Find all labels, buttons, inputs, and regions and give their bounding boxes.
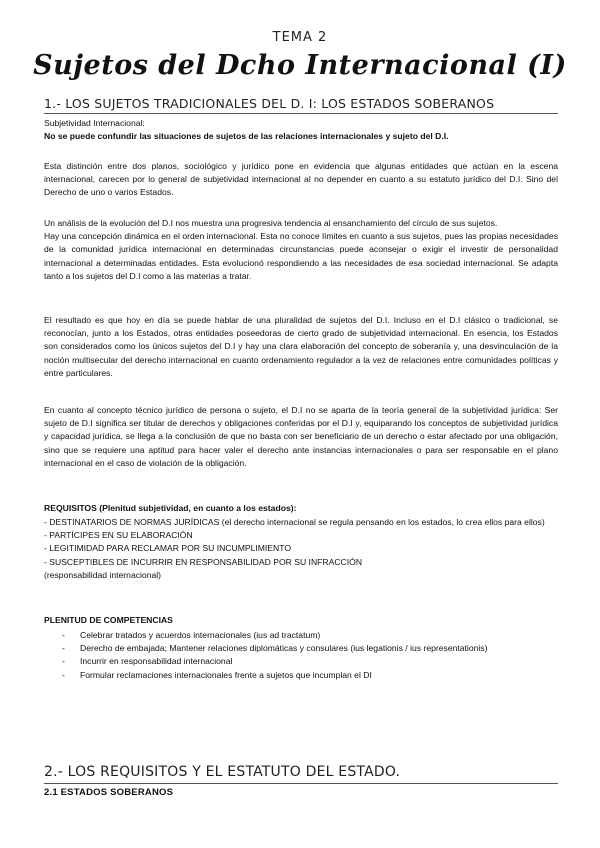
bullet-dash: -: [62, 643, 65, 654]
subjetividad-statement: No se puede confundir las situaciones de sujetos de las relaciones internacionales y sujeto del D.I.: [44, 131, 449, 142]
requisitos-list: [44, 516, 558, 582]
topic-label: TEMA 2: [272, 30, 328, 45]
list-item: - DESTINATARIOS DE NORMAS JURÍDICAS (el derecho internacional se regula pensando en los estados, lo crea ellos para ellos): [44, 517, 545, 527]
subjetividad-block: [44, 117, 558, 143]
requisitos-title: REQUISITOS (Plenitud subjetividad, en cuanto a los estados):: [44, 503, 297, 513]
subjetividad-label: Subjetividad Internacional:: [44, 118, 145, 128]
paragraph-2b-text: Hay una concepción dinámica en el orden internacional. Esta no conoce límites en cuanto a sus sujetos, pues las propias necesidades de la comunidad jurídica internacional en determinadas circunstancias puede aconsejar o exigir el investir de personalidad internacional a determinadas entidades. Esta evolucionó respondiendo a las necesidades de esa sociedad internacional. Se adapta tanto a los sujetos del D.I como a las materias a tratar.: [44, 231, 558, 281]
paragraph-4: [44, 404, 558, 470]
section-1-rule: [44, 113, 558, 114]
section-2-1-heading: 2.1 ESTADOS SOBERANOS: [44, 787, 174, 798]
paragraph-2: [44, 217, 558, 283]
section-2-rule: [44, 783, 558, 784]
bullet-dash: -: [62, 630, 65, 640]
list-item: - PARTÍCIPES EN SU ELABORACIÓN: [44, 530, 193, 541]
section-1-heading: 1.- LOS SUJETOS TRADICIONALES DEL D. I: LOS ESTADOS SOBERANOS: [44, 96, 495, 111]
list-item-text: Derecho de embajada; Mantener relaciones diplomáticas y consulares (ius legationis / ius representationis): [80, 643, 488, 654]
paragraph-1-text: Esta distinción entre dos planos, sociológico y jurídico pone en evidencia que algunas entidades que actúan en la escena internacional, carecen por lo general de subjetividad internacional al no depender en cuanto a su estatuto jurídico del D.I. Sino del Derecho de uno o varios Estados.: [44, 161, 558, 198]
paragraph-3-text: El resultado es que hoy en día se puede hablar de una pluralidad de sujetos del D.I. Incluso en el D.I clásico o tradicional, se reconocían, junto a los Estados, otras entidades poseedoras de cierto grado de subjetividad internacional. En esencia, los Estados son considerados como los únicos sujetos del D.I y hay una clara elaboración del concepto de soberanía y, una desvinculación de la noción multisecular del derecho internacional en cuanto ordenamiento regulador a la vez de relaciones entre comunidades políticas y entre particulares.: [44, 315, 558, 378]
list-item-text: Incurrir en responsabilidad internacional: [80, 656, 233, 667]
list-item: (responsabilidad internacional): [44, 569, 162, 580]
bullet-dash: -: [62, 656, 65, 667]
list-item: - SUSCEPTIBLES DE INCURRIR EN RESPONSABILIDAD POR SU INFRACCIÓN: [44, 556, 363, 567]
page-title: Sujetos del Dcho Internacional (I): [33, 50, 567, 81]
list-item-text: Celebrar tratados y acuerdos internacionales (ius ad tractatum): [80, 630, 321, 640]
competencias-list: [44, 629, 558, 682]
section-2-heading: 2.- LOS REQUISITOS Y EL ESTATUTO DEL ESTADO.: [44, 764, 401, 780]
paragraph-1: [44, 160, 558, 200]
list-item: [44, 629, 558, 642]
list-item-text: Formular reclamaciones internacionales frente a sujetos que incumplan el DI: [80, 669, 372, 680]
list-item: [44, 642, 558, 655]
paragraph-3: [44, 314, 558, 380]
paragraph-2a-text: Un análisis de la evolución del D.I nos muestra una progresiva tendencia al ensanchamiento del círculo de sus sujetos.: [44, 218, 498, 228]
plenitud-title: PLENITUD DE COMPETENCIAS: [44, 615, 173, 625]
list-item: [44, 655, 558, 668]
list-item: - LEGITIMIDAD PARA RECLAMAR POR SU INCUMPLIMIENTO: [44, 543, 292, 554]
list-item: [44, 669, 558, 682]
paragraph-4-text: En cuanto al concepto técnico jurídico de persona o sujeto, el D.I no se aparta de la teoría general de la subjetividad jurídica: Ser sujeto de D.I significa ser titular de derechos y obligaciones conferidas por el D.I y, equiparando los conceptos de subjetividad jurídica y capacidad jurídica, se llega a la conclusión de que no basta con ser beneficiario de un derecho o estar afectado por una obligación, sino que se requiere una aptitud para hacer valer el derecho ante instancias internacionales o para ser responsable en el plano internacional en el caso de violación de la obligación.: [44, 405, 558, 468]
bullet-dash: -: [62, 669, 65, 680]
